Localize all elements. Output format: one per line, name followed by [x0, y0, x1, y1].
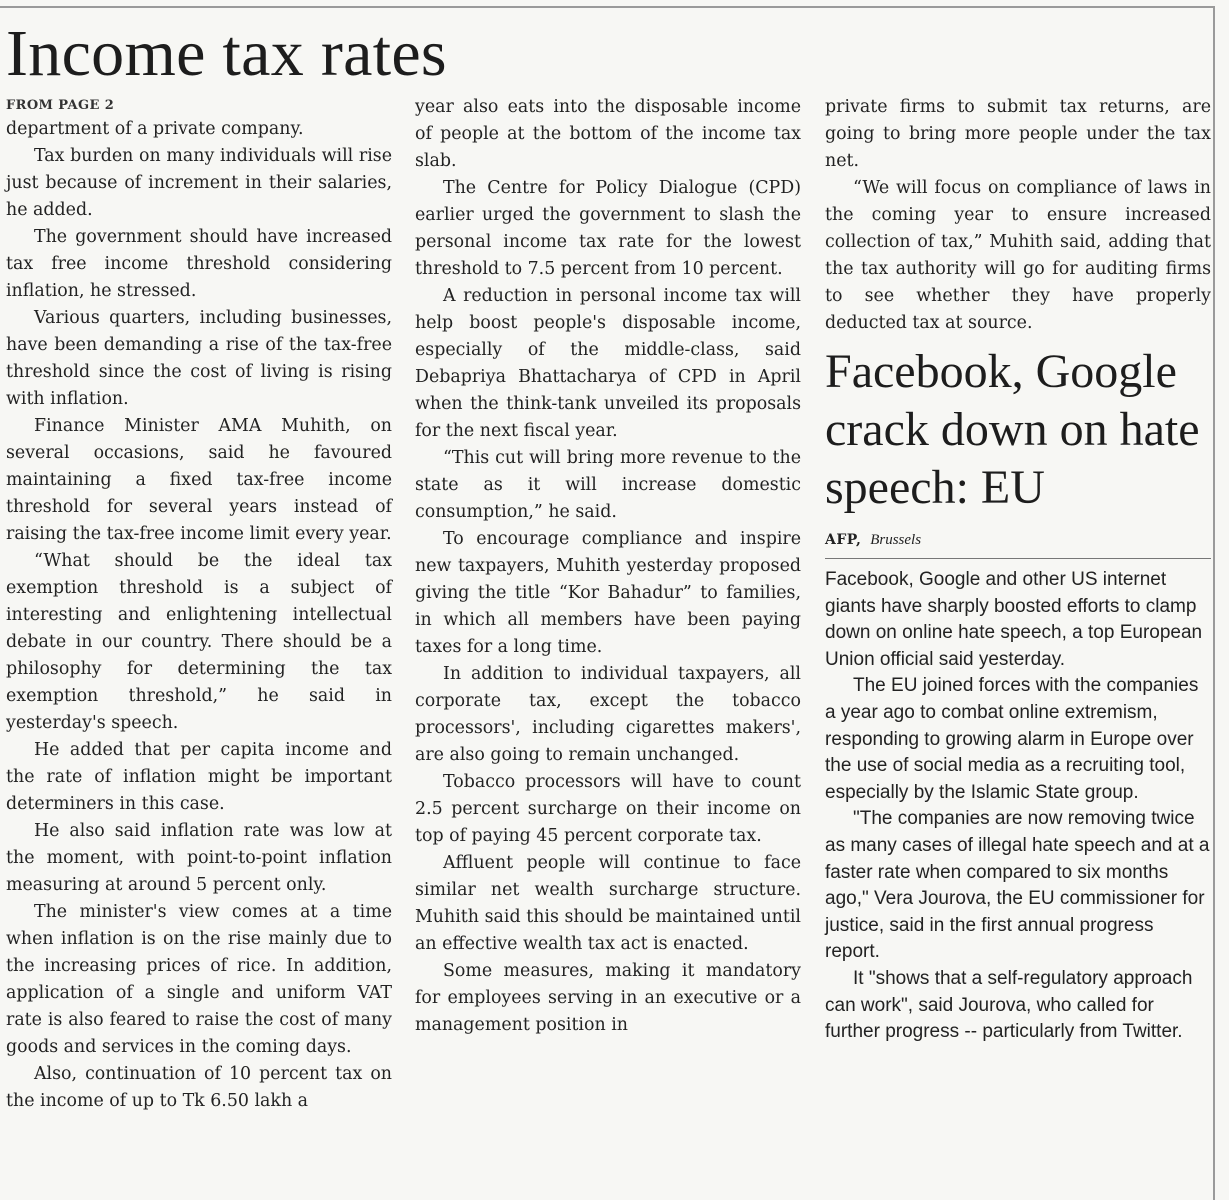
paragraph: Various quarters, including businesses, have been demanding a rise of the tax-free threshold since the cost of living is rising with inflation. — [6, 308, 392, 409]
column-1 — [6, 96, 392, 1115]
byline-agency: AFP, — [825, 532, 862, 548]
paragraph: Facebook, Google and other US internet giants have sharply boosted efforts to clamp down on online hate speech, a top European Union official said yesterday. — [825, 569, 1203, 670]
story2-body — [825, 567, 1211, 1046]
paragraph: A reduction in personal income tax will help boost people's disposable income, especially of the middle-class, said Debapriya Bhattacharya of CPD in April when the think-tank unveiled its proposals for the next fiscal year. — [415, 286, 801, 441]
paragraph: "The companies are now removing twice as many cases of illegal hate speech and at a faster rate when compared to six months ago," Vera Jourova, the EU commissioner for justice, said in the first annual progress report. — [825, 808, 1210, 963]
paragraph: In addition to individual taxpayers, all corporate tax, except the tobacco processors', including cigarettes makers', are also going to remain unchanged. — [415, 664, 801, 765]
from-page-label: FROM PAGE 2 — [6, 98, 115, 113]
paragraph: “We will focus on compliance of laws in the coming year to ensure increased collection of tax,” Muhith said, adding that the tax authority will go for auditing firms to see whether they have properly deducted tax at source. — [825, 178, 1211, 333]
paragraph: The Centre for Policy Dialogue (CPD) earlier urged the government to slash the personal income tax rate for the lowest threshold to 7.5 percent from 10 percent. — [415, 178, 801, 279]
paragraph: Tobacco processors will have to count 2.5 percent surcharge on their income on top of paying 45 percent corporate tax. — [415, 772, 801, 846]
right-rule — [1213, 6, 1215, 1200]
paragraph: The government should have increased tax free income threshold considering inflation, he stressed. — [6, 227, 392, 301]
paragraph: private firms to submit tax returns, are going to bring more people under the tax net. — [825, 97, 1211, 171]
paragraph: Tax burden on many individuals will rise just because of increment in their salaries, he added. — [6, 146, 392, 220]
top-rule — [0, 6, 1213, 8]
paragraph: He also said inflation rate was low at the moment, with point-to-point inflation measuring at around 5 percent only. — [6, 821, 392, 895]
paragraph: To encourage compliance and inspire new taxpayers, Muhith yesterday proposed giving the title “Kor Bahadur” to families, in which all members have been paying taxes for a long time. — [415, 529, 801, 657]
paragraph: Affluent people will continue to face similar net wealth surcharge structure. Muhith said this should be maintained until an effective wealth tax act is enacted. — [415, 853, 801, 954]
paragraph: department of a private company. — [6, 119, 304, 139]
paragraph: “What should be the ideal tax exemption threshold is a subject of interesting and enlightening intellectual debate in our country. There should be a philosophy for determining the tax exemption threshold,” he said in yesterday's speech. — [6, 551, 392, 733]
paragraph: The EU joined forces with the companies a year ago to combat online extremism, responding to growing alarm in Europe over the use of social media as a recruiting tool, especially by the Islamic State group. — [825, 675, 1199, 803]
paragraph: He added that per capita income and the rate of inflation might be important determiners in this case. — [6, 740, 392, 814]
byline-place: Brussels — [870, 532, 922, 548]
paragraph: year also eats into the disposable income of people at the bottom of the income tax slab. — [415, 97, 801, 171]
paragraph: Also, continuation of 10 percent tax on the income of up to Tk 6.50 lakh a — [6, 1064, 392, 1111]
paragraph: Finance Minister AMA Muhith, on several occasions, said he favoured maintaining a fixed tax-free income threshold for several years instead of raising the tax-free income limit every year. — [6, 416, 392, 544]
headline: Income tax rates — [6, 17, 447, 90]
story2-byline — [825, 529, 1211, 559]
paragraph: The minister's view comes at a time when inflation is on the rise mainly due to the increasing prices of rice. In addition, application of a single and uniform VAT rate is also feared to raise the cost of many goods and services in the coming days. — [6, 902, 392, 1057]
story2-headline: Facebook, Google crack down on hate speech: EU — [825, 345, 1200, 514]
column-3 — [825, 94, 1211, 1046]
paragraph: Some measures, making it mandatory for employees serving in an executive or a management position in — [415, 961, 801, 1035]
column-2 — [415, 94, 801, 1039]
paragraph: It "shows that a self-regulatory approach can work", said Jourova, who called for further progress -- particularly from Twitter. — [825, 967, 1193, 1043]
paragraph: “This cut will bring more revenue to the state as it will increase domestic consumption,” he said. — [415, 448, 801, 522]
